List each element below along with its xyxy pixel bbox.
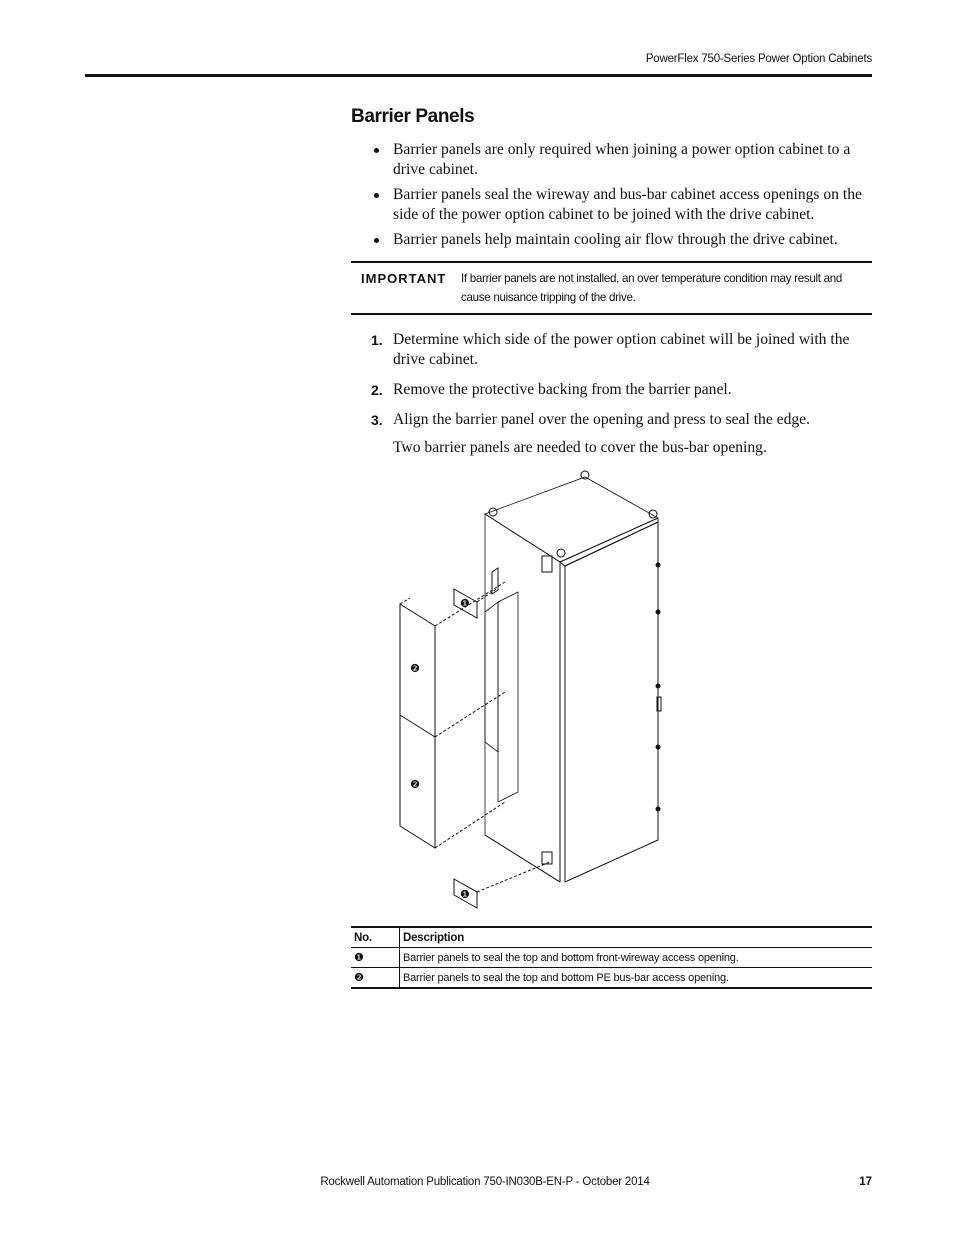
step-item — [351, 330, 876, 370]
callout-2-lower: ❷ — [410, 778, 420, 791]
bus-bar-barrier-panels — [400, 582, 505, 848]
step-number: 1. — [371, 332, 383, 348]
running-header: PowerFlex 750-Series Power Option Cabinets — [645, 53, 872, 65]
step-list — [351, 330, 876, 440]
step-number: 2. — [371, 382, 383, 398]
table-header-row — [351, 927, 872, 948]
callout-legend-table — [351, 926, 872, 989]
step-item — [351, 410, 876, 430]
bullet-text: Barrier panels seal the wireway and bus-bar cabinet access openings on the side of the power option cabinet to be joined with the drive cabinet. — [393, 186, 862, 223]
bullet-list — [351, 140, 876, 255]
step-text: Remove the protective backing from the barrier panel. — [393, 381, 732, 398]
row-no: ❶ — [351, 948, 400, 968]
column-header-description: Description — [400, 927, 873, 948]
cabinet-barrier-panel-figure — [380, 462, 680, 917]
row-no: ❷ — [351, 968, 400, 989]
step-note: Two barrier panels are needed to cover the bus-bar opening. — [393, 439, 767, 456]
bullet-item — [351, 185, 876, 225]
section-title: Barrier Panels — [351, 106, 475, 127]
bullet-dot — [374, 148, 379, 153]
column-header-no: No. — [351, 927, 400, 948]
wireway-barrier-panels — [454, 588, 550, 908]
bullet-dot — [374, 193, 379, 198]
callout-1-top: ❶ — [460, 597, 470, 610]
step-number: 3. — [371, 412, 383, 428]
step-item — [351, 380, 876, 400]
bullet-dot — [374, 238, 379, 243]
table-row — [351, 968, 872, 989]
page-number: 17 — [859, 1176, 872, 1188]
important-label: IMPORTANT — [361, 271, 447, 286]
header-rule — [85, 74, 872, 77]
bullet-text: Barrier panels are only required when joining a power option cabinet to a drive cabinet. — [393, 141, 851, 178]
cabinet-drawing — [485, 471, 661, 882]
callout-2-upper: ❷ — [410, 662, 420, 675]
bullet-item — [351, 230, 876, 250]
footer-publication: Rockwell Automation Publication 750-IN030B-EN-P - October 2014 — [320, 1176, 650, 1188]
step-text: Align the barrier panel over the opening and press to seal the edge. — [393, 411, 810, 428]
bullet-text: Barrier panels help maintain cooling air flow through the drive cabinet. — [393, 231, 838, 248]
row-description: Barrier panels to seal the top and bottom PE bus-bar access opening. — [403, 971, 729, 984]
table-row — [351, 948, 872, 968]
callout-1-bottom: ❶ — [460, 888, 470, 901]
important-box — [351, 261, 872, 315]
row-description: Barrier panels to seal the top and bottom front-wireway access opening. — [400, 948, 873, 968]
important-text: If barrier panels are not installed, an over temperature condition may result and cause nuisance tripping of the drive. — [461, 272, 843, 304]
step-text: Determine which side of the power option cabinet will be joined with the drive cabinet. — [393, 331, 850, 368]
bullet-item — [351, 140, 876, 180]
